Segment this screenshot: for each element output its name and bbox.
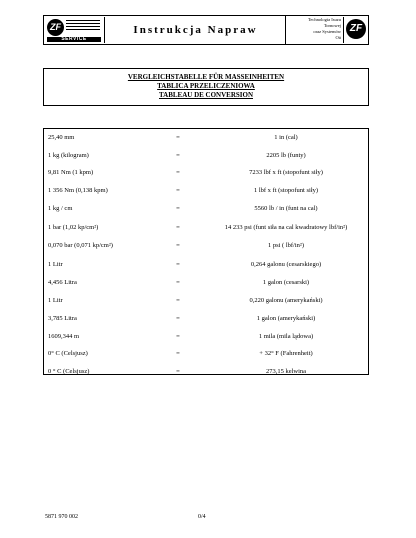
conversion-row [44, 347, 368, 361]
converted-value: 0,264 galonu (cesarskiego) [250, 261, 322, 268]
converted-value: 1 galon (cesarski) [262, 279, 310, 286]
equals-sign: = [176, 169, 180, 176]
converted-value: 14 233 psi (funt siła na cal kwadratowy lbf/in²) [224, 224, 348, 231]
conversion-row [44, 258, 368, 272]
equals-sign: = [176, 152, 180, 159]
service-label: SERVICE [47, 37, 101, 42]
conversion-row [44, 276, 368, 290]
conversion-row [44, 312, 368, 326]
equals-sign: = [176, 368, 180, 375]
logo-stripes [66, 20, 100, 35]
equals-sign: = [176, 350, 180, 357]
equals-sign: = [176, 187, 180, 194]
converted-value: 2205 lb (funty) [266, 152, 306, 159]
equals-sign: = [176, 297, 180, 304]
conversion-row [44, 202, 368, 216]
technology-note-line: Technologia Isuzu [307, 17, 341, 22]
zf-logo-right-icon: ZF [346, 19, 366, 39]
converted-value: 1 galon (amerykański) [256, 315, 316, 322]
equals-sign: = [176, 315, 180, 322]
converted-value: 1 psi ( lbf/in²) [267, 242, 305, 249]
document-number: 5871 970 002 [45, 514, 78, 520]
technology-note [286, 17, 344, 43]
conversion-row [44, 239, 368, 253]
metric-value: 1609,344 m [48, 333, 80, 340]
conversion-row [44, 365, 368, 379]
technology-note-line: Tornowej [323, 23, 341, 28]
metric-value: 1 Litr [48, 297, 63, 304]
equals-sign: = [176, 205, 180, 212]
metric-value: 0 ° C (Celsjusz) [48, 368, 90, 375]
metric-value: 1 356 Nm (0,138 kpm) [48, 187, 108, 194]
converted-value: 1 lbf x ft (stopofunt siły) [253, 187, 319, 194]
title-polish: TABLICA PRZELICZENIOWA [157, 82, 255, 90]
equals-sign: = [176, 333, 180, 340]
page-header [43, 15, 369, 45]
converted-value: 7233 lbf x ft (stopofunt siły) [249, 169, 323, 176]
zf-service-logo [45, 17, 105, 43]
metric-value: 0° C (Celsjusz) [48, 350, 88, 357]
conversion-table [43, 128, 369, 375]
equals-sign: = [176, 279, 180, 286]
converted-value: 0,220 galonu (amerykański) [249, 297, 323, 304]
metric-value: 1 bar (1,02 kp/cm²) [48, 224, 99, 231]
metric-value: 1 kg (kilogram) [48, 152, 89, 159]
technology-note-line: oraz Systemów [313, 29, 341, 34]
metric-value: 1 Litr [48, 261, 63, 268]
equals-sign: = [176, 242, 180, 249]
converted-value: + 32° F (Fahrenheit) [259, 350, 313, 357]
converted-value: 273,15 kelwina [265, 368, 307, 375]
metric-value: 9,81 Nm (1 kpm) [48, 169, 94, 176]
converted-value: 1 in (cal) [274, 134, 298, 141]
converted-value: 5560 lb / in (funt na cal) [254, 205, 318, 212]
metric-value: 25,40 mm [48, 134, 75, 141]
technology-note-line: Oü [335, 35, 341, 40]
metric-value: 3,785 Litra [48, 315, 77, 322]
conversion-row [44, 149, 368, 163]
equals-sign: = [176, 134, 180, 141]
conversion-row [44, 330, 368, 344]
conversion-row [44, 221, 368, 235]
conversion-title-block [43, 68, 369, 106]
equals-sign: = [176, 261, 180, 268]
conversion-row [44, 184, 368, 198]
zf-logo-icon: ZF [47, 19, 64, 36]
title-german: VERGLEICHSTABELLE FÜR MASSEINHEITEN [127, 73, 285, 81]
manual-title: Instrukcja Napraw [106, 16, 286, 44]
metric-value: 1 kg / cm [48, 205, 73, 212]
conversion-row [44, 131, 368, 145]
conversion-row [44, 166, 368, 180]
converted-value: 1 mila (mila lądowa) [258, 333, 314, 340]
page-number: 0/4 [198, 514, 206, 520]
conversion-row [44, 294, 368, 308]
title-french: TABLEAU DE CONVERSION [159, 91, 253, 99]
metric-value: 4,456 Litra [48, 279, 77, 286]
equals-sign: = [176, 224, 180, 231]
metric-value: 0,070 bar (0,071 kp/cm²) [48, 242, 113, 249]
